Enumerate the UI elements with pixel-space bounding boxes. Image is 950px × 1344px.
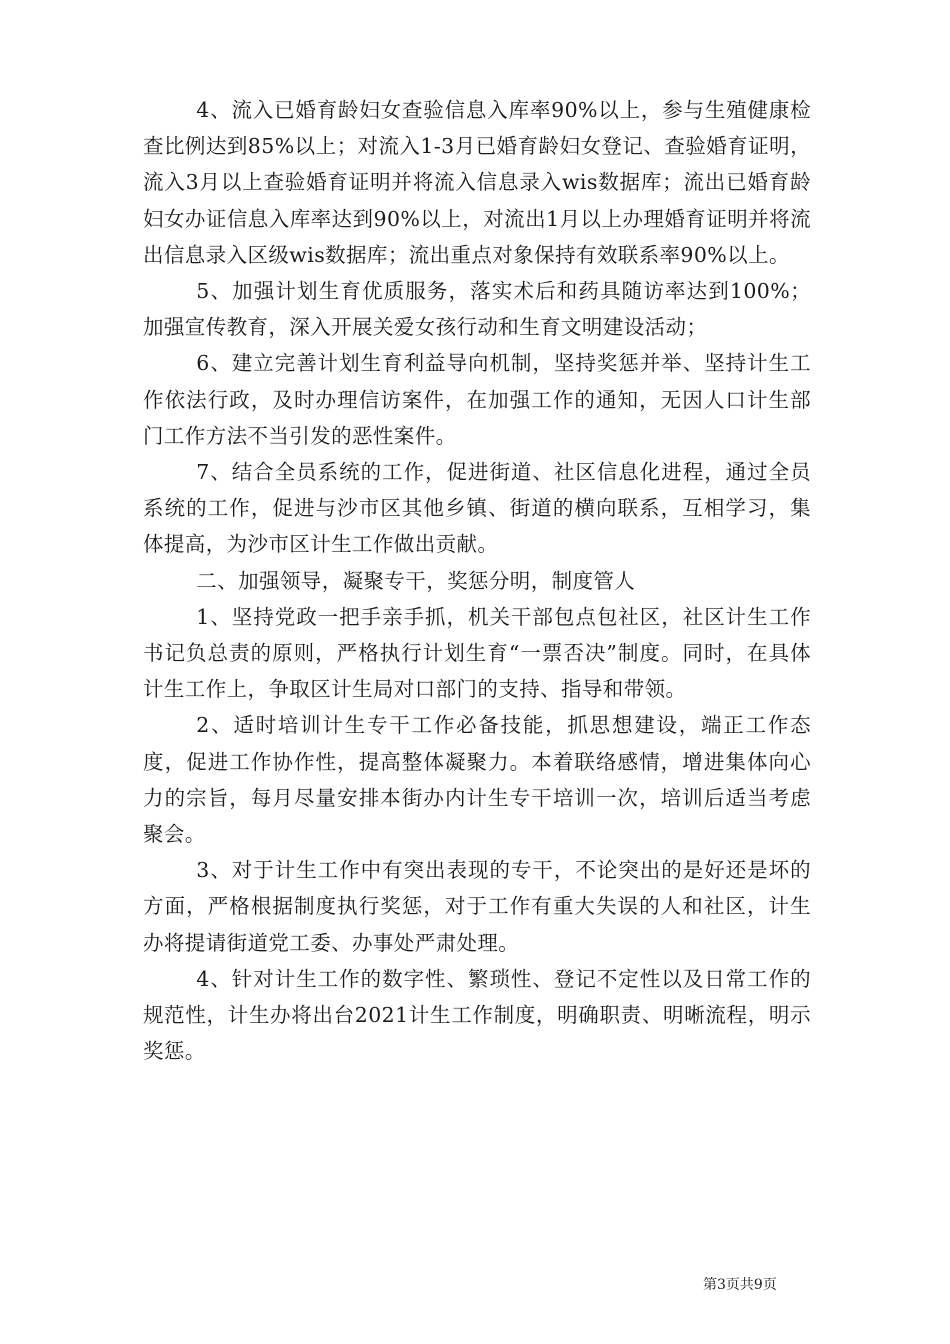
paragraph-staff-training: 2、适时培训计生专干工作必备技能，抓思想建设，端正工作态度，促进工作协作性，提高整体凝聚力。本着联络感情，增进集体向心力的宗旨，每月尽量安排本街办内计生专干培训一次，培训后适当考虑聚会。 xyxy=(143,713,811,847)
paragraph-rewards-penalties: 3、对于计生工作中有突出表现的专干，不论突出的是好还是坏的方面，严格根据制度执行奖惩，对于工作有重大失误的人和社区，计生办将提请街道党工委、办事处严肃处理。 xyxy=(143,858,811,955)
paragraph-information-system: 7、结合全员系统的工作，促进街道、社区信息化进程，通过全员系统的工作，促进与沙市区其他乡镇、街道的横向联系，互相学习，集体提高，为沙市区计生工作做出贡献。 xyxy=(143,460,811,557)
document-body xyxy=(143,92,811,1069)
section-heading-leadership: 二、加强领导，凝聚专干，奖惩分明，制度管人 xyxy=(196,568,636,593)
paragraph-quality-service: 5、加强计划生育优质服务，落实术后和药具随访率达到100%；加强宣传教育，深入开展关爱女孩行动和生育文明建设活动； xyxy=(143,279,811,340)
paragraph-leadership-responsibility: 1、坚持党政一把手亲手抓，机关干部包点包社区，社区计生工作书记负总责的原则，严格执行计划生育“一票否决”制度。同时，在具体计生工作上，争取区计生局对口部门的支持、指导和带领。 xyxy=(143,604,811,702)
paragraph-incentive-mechanism: 6、建立完善计划生育利益导向机制，坚持奖惩并举、坚持计生工作依法行政，及时办理信访案件，在加强工作的通知，无因人口计生部门工作方法不当引发的恶性案件。 xyxy=(143,351,811,448)
page-number-footer: 第3页共9页 xyxy=(703,1277,777,1293)
paragraph-work-regulations: 4、针对计生工作的数字性、繁琐性、登记不定性以及日常工作的规范性，计生办将出台2021计生工作制度，明确职责、明晰流程，明示奖惩。 xyxy=(143,966,811,1064)
paragraph-inflow-outflow-targets: 4、流入已婚育龄妇女查验信息入库率90%以上，参与生殖健康检查比例达到85%以上；对流入1-3月已婚育龄妇女登记、查验婚育证明，流入3月以上查验婚育证明并将流入信息录入wis数据库；流出已婚育龄妇女办证信息入库率达到90%以上，对流出1月以上办理婚育证明并将流出信息录入区级wis数据库；流出重点对象保持有效联系率90%以上。 xyxy=(143,98,811,267)
